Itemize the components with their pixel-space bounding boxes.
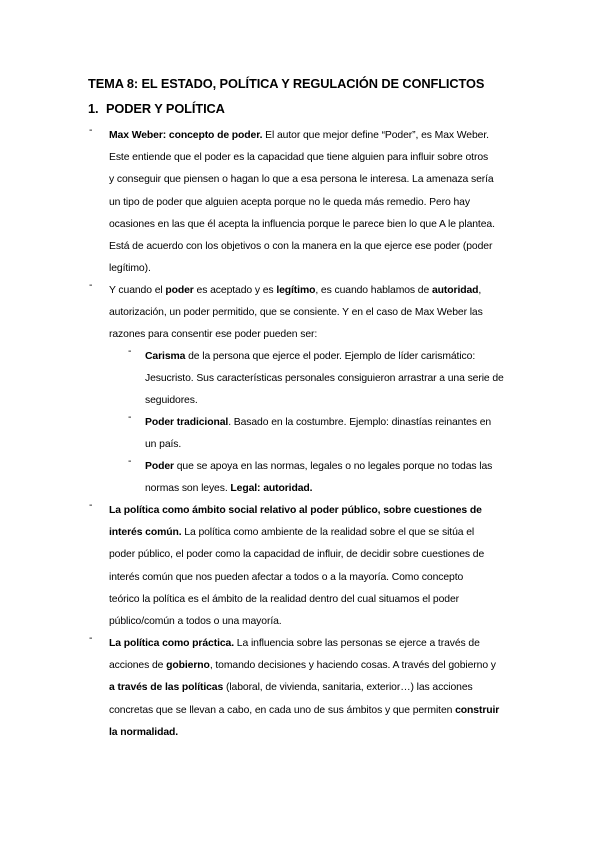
text-line	[145, 478, 520, 500]
text-line	[109, 147, 519, 169]
text-line	[109, 280, 519, 302]
text-run: concretas que se llevan a cabo, en cada uno de sus ámbitos y que permiten	[109, 704, 456, 716]
text-run: . Basado en la costumbre. Ejemplo: dinastías reinantes en	[228, 417, 492, 428]
bold-text: la normalidad.	[109, 726, 179, 738]
text-run: Está de acuerdo con los objetivos o con la manera en la que ejerce ese poder (poder	[109, 241, 493, 253]
text-run: Y cuando el	[109, 285, 166, 296]
bold-text: La política como práctica.	[109, 638, 235, 649]
bullet-text	[109, 633, 519, 744]
text-line	[145, 390, 520, 412]
text-run: Este entiende que el poder es la capacidad que tiene alguien para influir sobre otros	[109, 152, 489, 164]
text-run: es aceptado y es	[193, 285, 277, 296]
text-run: El autor que mejor define “Poder”, es Max Weber.	[262, 130, 489, 141]
text-run: un tipo de poder que alguien acepta porque no le queda más remedio. Pero hay	[109, 196, 470, 208]
text-line	[109, 169, 519, 191]
sub-bullet-carisma	[128, 346, 520, 413]
sub-bullet-poder-tradicional	[128, 412, 520, 456]
text-run: Jesucristo. Sus características personales consiguieron arrastrar a una serie de	[145, 373, 504, 385]
bullet-dash: -	[128, 412, 132, 423]
text-line	[109, 655, 519, 677]
text-run: La política como ambiente de la realidad sobre el que se sitúa el	[181, 527, 475, 539]
bullet-dash: -	[89, 633, 93, 644]
text-line	[109, 214, 519, 236]
text-line	[145, 456, 520, 478]
bullet-text	[109, 280, 519, 347]
text-run: normas son leyes.	[145, 483, 231, 495]
bold-text: Poder	[145, 461, 174, 472]
text-run: seguidores.	[145, 395, 198, 407]
text-line	[109, 522, 519, 544]
bullet-dash: -	[89, 500, 93, 511]
bold-text: Carisma	[145, 351, 186, 362]
text-run: autorización, un poder permitido, que se consiente. Y en el caso de Max Weber las	[109, 307, 483, 319]
text-line	[109, 677, 519, 699]
text-line	[109, 722, 519, 744]
text-line	[109, 236, 519, 258]
bullet-dash: -	[128, 346, 132, 357]
document-title: TEMA 8: EL ESTADO, POLÍTICA Y REGULACIÓN DE CONFLICTOS	[88, 76, 485, 91]
bullet-text	[109, 125, 519, 280]
text-line	[109, 324, 519, 346]
text-run: un país.	[145, 439, 182, 451]
text-line	[109, 589, 519, 611]
bullet-text	[145, 412, 520, 456]
text-run: , tomando decisiones y haciendo cosas. A través del gobierno y	[209, 660, 496, 672]
section-heading	[88, 101, 225, 116]
text-run: poder público, el poder como la capacidad de influir, de decidir sobre cuestiones de	[109, 549, 485, 561]
text-line	[109, 567, 519, 589]
bullet-max-weber	[89, 125, 519, 280]
section-title: PODER Y POLÍTICA	[106, 101, 225, 116]
text-run: legítimo).	[109, 263, 151, 275]
bold-text: Legal: autoridad.	[230, 483, 313, 495]
section-number: 1.	[88, 101, 99, 116]
bold-text: construir	[455, 704, 500, 716]
bullet-text	[145, 346, 520, 413]
text-run: interés común que nos pueden afectar a todos o a la mayoría. Como concepto	[109, 571, 464, 583]
bullet-dash: -	[89, 125, 93, 136]
text-run: acciones de	[109, 660, 167, 672]
bullet-dash: -	[128, 456, 132, 467]
bullet-text	[145, 456, 520, 500]
bullet-text	[109, 500, 519, 633]
text-line	[145, 412, 520, 434]
text-run: razones para consentir ese poder pueden ser:	[109, 329, 318, 341]
text-line	[145, 368, 520, 390]
text-run: y conseguir que piensen o hagan lo que a esa persona le interesa. La amenaza sería	[109, 174, 494, 186]
sub-bullet-poder-legal	[128, 456, 520, 500]
bold-text: interés común.	[109, 527, 182, 539]
text-line	[109, 700, 519, 722]
text-line	[109, 544, 519, 566]
text-line	[109, 302, 519, 324]
bold-text: a través de las políticas	[109, 682, 224, 694]
text-line	[109, 125, 519, 147]
text-run: (laboral, de vivienda, sanitaria, exterior…) las acciones	[223, 682, 473, 694]
text-line	[109, 258, 519, 280]
text-run: , es cuando hablamos de	[315, 285, 432, 296]
bold-text: gobierno	[166, 660, 210, 672]
bold-text: Max Weber: concepto de poder.	[109, 130, 263, 141]
text-line	[109, 633, 519, 655]
text-run: público/común a todos o una mayoría.	[109, 616, 282, 628]
text-run: La influencia sobre las personas se ejerce a través de	[234, 638, 480, 649]
text-line	[109, 500, 519, 522]
text-run: teórico la política es el ámbito de la realidad dentro del cual situamos el poder	[109, 593, 460, 605]
text-run: ,	[478, 285, 482, 296]
text-run: ocasiones en las que él acepta la influencia porque le parece bien lo que A le plantea.	[109, 218, 495, 230]
text-line	[109, 611, 519, 633]
text-run: de la persona que ejerce el poder. Ejemplo de líder carismático:	[185, 351, 476, 362]
bold-text: La política como ámbito social relativo al poder público, sobre cuestiones de	[109, 505, 482, 516]
bold-text: legítimo	[276, 285, 316, 296]
bold-text: autoridad	[431, 285, 479, 296]
bullet-politica-practica	[89, 633, 519, 744]
text-run: que se apoya en las normas, legales o no legales porque no todas las	[173, 461, 493, 472]
bullet-poder-legitimo	[89, 280, 519, 347]
text-line	[145, 434, 520, 456]
bullet-politica-ambito	[89, 500, 519, 633]
bold-text: Poder tradicional	[145, 417, 229, 428]
text-line	[109, 192, 519, 214]
bold-text: poder	[165, 285, 194, 296]
bullet-dash: -	[89, 280, 93, 291]
text-line	[145, 346, 520, 368]
